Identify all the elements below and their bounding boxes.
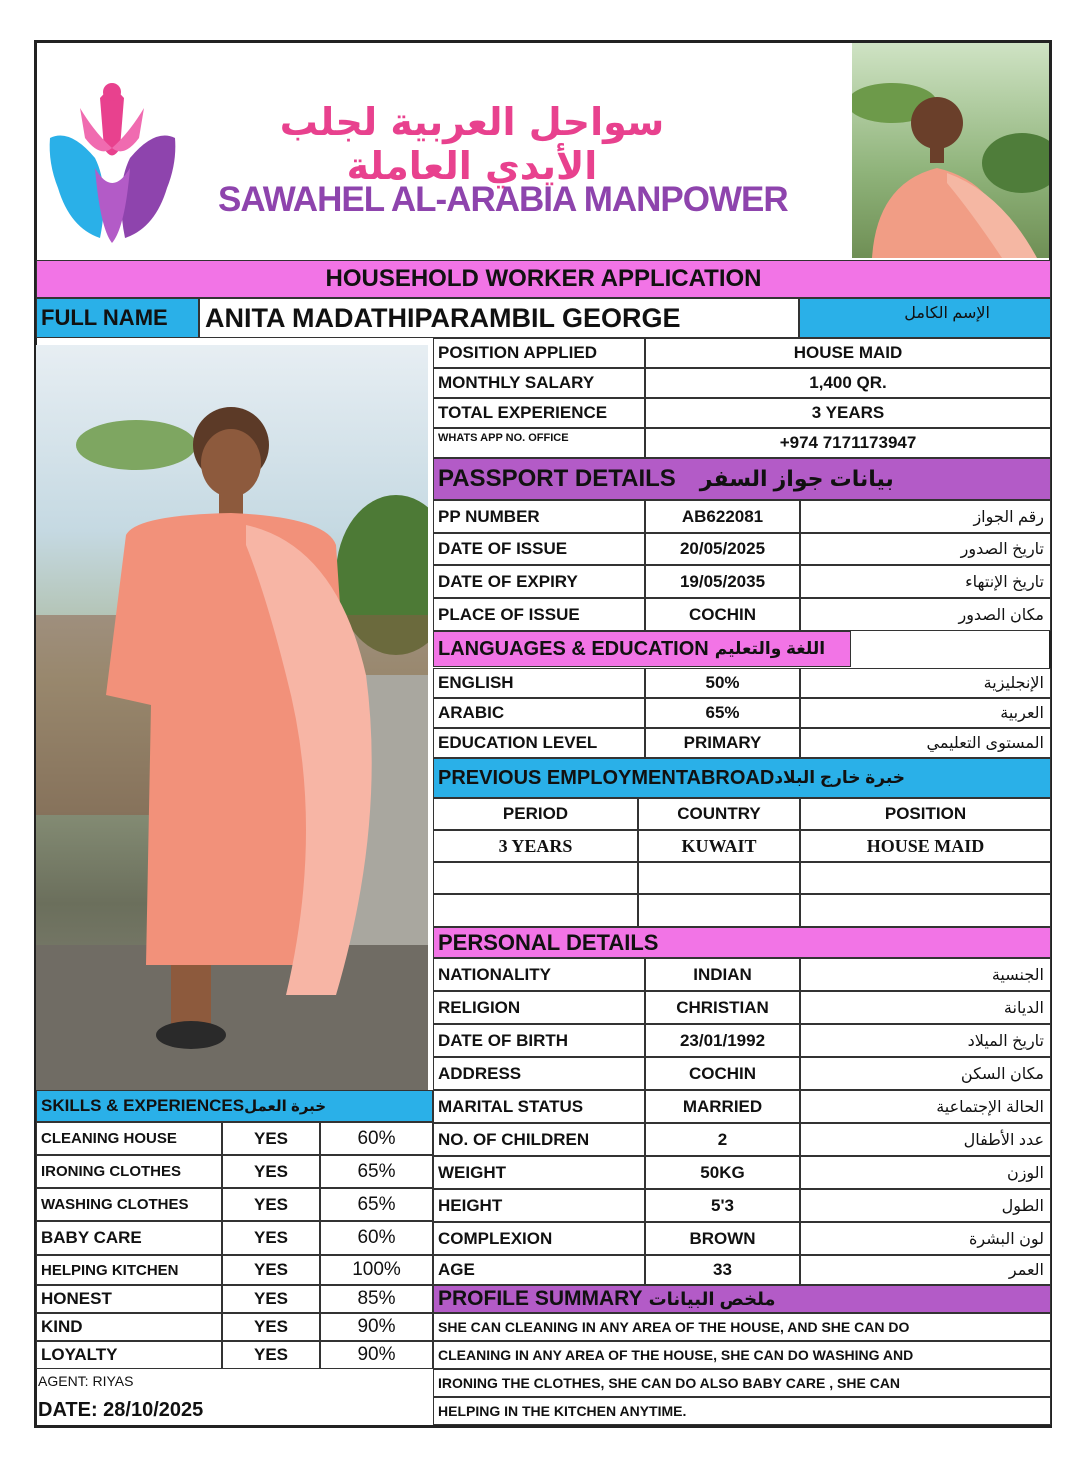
employment-title: PREVIOUS EMPLOYMENTABROAD [438, 766, 775, 789]
personal-value: MARRIED [645, 1090, 800, 1123]
personal-value: BROWN [645, 1222, 800, 1255]
full-name-label-arabic: الإسم الكامل [799, 298, 1051, 338]
employment-title-arabic: خبرة خارج البلاد [774, 768, 906, 787]
language-label-arabic: الإنجليزية [800, 668, 1051, 698]
form-title: HOUSEHOLD WORKER APPLICATION [36, 260, 1051, 298]
passport-label-arabic: مكان الصدور [800, 598, 1051, 631]
employment-header: POSITION [800, 798, 1051, 830]
education-value: PRIMARY [645, 728, 800, 758]
skill-yes: YES [222, 1341, 320, 1369]
company-logo-icon [40, 78, 185, 248]
passport-value: 20/05/2025 [645, 533, 800, 565]
passport-label: DATE OF EXPIRY [433, 565, 645, 598]
skills-title: SKILLS & EXPERIENCES [41, 1096, 245, 1115]
language-label-arabic: العربية [800, 698, 1051, 728]
employment-cell: KUWAIT [638, 830, 800, 862]
full-name-label: FULL NAME [36, 298, 199, 338]
skill-yes: YES [222, 1122, 320, 1155]
employment-cell: HOUSE MAID [800, 830, 1051, 862]
passport-label: DATE OF ISSUE [433, 533, 645, 565]
skill-yes: YES [222, 1188, 320, 1221]
skill-yes: YES [222, 1221, 320, 1255]
skill-percent: 60% [320, 1122, 433, 1155]
employment-cell [638, 894, 800, 927]
skill-percent: 65% [320, 1155, 433, 1188]
languages-title-arabic: اللغة والتعليم [714, 639, 826, 658]
employment-cell: 3 YEARS [433, 830, 638, 862]
job-label: MONTHLY SALARY [433, 368, 645, 398]
skill-yes: YES [222, 1313, 320, 1341]
personal-value: 5'3 [645, 1189, 800, 1222]
passport-section-title [433, 458, 1051, 500]
skills-title-arabic: خبرة العمل [244, 1098, 327, 1115]
date: DATE: 28/10/2025 [38, 1399, 204, 1421]
passport-title: PASSPORT DETAILS [438, 465, 676, 492]
job-value: +974 7171173947 [645, 428, 1051, 458]
employment-cell [800, 894, 1051, 927]
profile-title: PROFILE SUMMARY [438, 1287, 643, 1310]
personal-label: HEIGHT [433, 1189, 645, 1222]
job-value: HOUSE MAID [645, 338, 1051, 368]
job-label: TOTAL EXPERIENCE [433, 398, 645, 428]
passport-value: AB622081 [645, 500, 800, 533]
personal-label: NATIONALITY [433, 958, 645, 991]
personal-label-arabic: مكان السكن [800, 1057, 1051, 1090]
skill-label: LOYALTY [36, 1341, 222, 1369]
employment-cell [433, 894, 638, 927]
profile-line: HELPING IN THE KITCHEN ANYTIME. [433, 1397, 1051, 1425]
profile-line: SHE CAN CLEANING IN ANY AREA OF THE HOUSE, AND SHE CAN DO [433, 1313, 1051, 1341]
language-label: ENGLISH [433, 668, 645, 698]
employment-cell [433, 862, 638, 894]
skill-label: WASHING CLOTHES [36, 1188, 222, 1221]
passport-value: COCHIN [645, 598, 800, 631]
personal-value: 2 [645, 1123, 800, 1156]
job-value: 3 YEARS [645, 398, 1051, 428]
skill-percent: 60% [320, 1221, 433, 1255]
personal-value: 23/01/1992 [645, 1024, 800, 1057]
personal-label-arabic: الوزن [800, 1156, 1051, 1189]
personal-section-title: PERSONAL DETAILS [433, 927, 1051, 958]
skills-section-title [36, 1090, 433, 1122]
company-name-english: SAWAHEL AL-ARABIA MANPOWER [218, 180, 788, 219]
skill-yes: YES [222, 1155, 320, 1188]
personal-value: 33 [645, 1255, 800, 1285]
personal-label-arabic: العمر [800, 1255, 1051, 1285]
personal-label-arabic: عدد الأطفال [800, 1123, 1051, 1156]
personal-value: CHRISTIAN [645, 991, 800, 1024]
agent-name: AGENT: RIYAS [38, 1373, 134, 1389]
personal-value: COCHIN [645, 1057, 800, 1090]
skill-label: IRONING CLOTHES [36, 1155, 222, 1188]
education-label: EDUCATION LEVEL [433, 728, 645, 758]
skill-percent: 90% [320, 1341, 433, 1369]
employment-cell [638, 862, 800, 894]
personal-label: ADDRESS [433, 1057, 645, 1090]
personal-label: DATE OF BIRTH [433, 1024, 645, 1057]
personal-label: RELIGION [433, 991, 645, 1024]
skill-label: CLEANING HOUSE [36, 1122, 222, 1155]
profile-line: CLEANING IN ANY AREA OF THE HOUSE, SHE CAN DO WASHING AND [433, 1341, 1051, 1369]
skill-label: HELPING KITCHEN [36, 1255, 222, 1285]
profile-title-arabic: ملخص البيانات [648, 1288, 776, 1309]
skill-percent: 90% [320, 1313, 433, 1341]
applicant-photo-large [36, 345, 428, 1090]
personal-label-arabic: الحالة الإجتماعية [800, 1090, 1051, 1123]
personal-label: AGE [433, 1255, 645, 1285]
skill-label: KIND [36, 1313, 222, 1341]
skill-percent: 85% [320, 1285, 433, 1313]
personal-label: WEIGHT [433, 1156, 645, 1189]
skill-percent: 65% [320, 1188, 433, 1221]
personal-label-arabic: الديانة [800, 991, 1051, 1024]
personal-value: 50KG [645, 1156, 800, 1189]
applicant-photo-small [852, 43, 1049, 258]
employment-section-title [433, 758, 1051, 798]
job-label: WHATS APP NO. OFFICE [433, 428, 645, 458]
personal-value: INDIAN [645, 958, 800, 991]
profile-line: IRONING THE CLOTHES, SHE CAN DO ALSO BABY CARE , SHE CAN [433, 1369, 1051, 1397]
personal-label-arabic: تاريخ الميلاد [800, 1024, 1051, 1057]
employment-header: PERIOD [433, 798, 638, 830]
personal-label: NO. OF CHILDREN [433, 1123, 645, 1156]
passport-value: 19/05/2035 [645, 565, 800, 598]
passport-label-arabic: رقم الجواز [800, 500, 1051, 533]
job-label: POSITION APPLIED [433, 338, 645, 368]
languages-section-title [433, 631, 851, 667]
company-name-arabic: سواحل العربية لجلب الأيدي العاملة [279, 100, 665, 188]
passport-label-arabic: تاريخ الصدور [800, 533, 1051, 565]
language-label: ARABIC [433, 698, 645, 728]
languages-title: LANGUAGES & EDUCATION [438, 637, 709, 660]
language-value: 65% [645, 698, 800, 728]
personal-label: COMPLEXION [433, 1222, 645, 1255]
personal-label: MARITAL STATUS [433, 1090, 645, 1123]
passport-label-arabic: تاريخ الإنتهاء [800, 565, 1051, 598]
education-label-arabic: المستوى التعليمي [800, 728, 1051, 758]
skill-percent: 100% [320, 1255, 433, 1285]
employment-cell [800, 862, 1051, 894]
language-value: 50% [645, 668, 800, 698]
passport-label: PP NUMBER [433, 500, 645, 533]
employment-header: COUNTRY [638, 798, 800, 830]
personal-label-arabic: الجنسية [800, 958, 1051, 991]
profile-section-title [433, 1285, 1051, 1313]
full-name-value: ANITA MADATHIPARAMBIL GEORGE [199, 298, 799, 338]
passport-title-arabic: بيانات جواز السفر [699, 466, 894, 491]
skill-label: HONEST [36, 1285, 222, 1313]
passport-label: PLACE OF ISSUE [433, 598, 645, 631]
skill-yes: YES [222, 1255, 320, 1285]
skill-label: BABY CARE [36, 1221, 222, 1255]
personal-label-arabic: الطول [800, 1189, 1051, 1222]
personal-label-arabic: لون البشرة [800, 1222, 1051, 1255]
job-value: 1,400 QR. [645, 368, 1051, 398]
skill-yes: YES [222, 1285, 320, 1313]
